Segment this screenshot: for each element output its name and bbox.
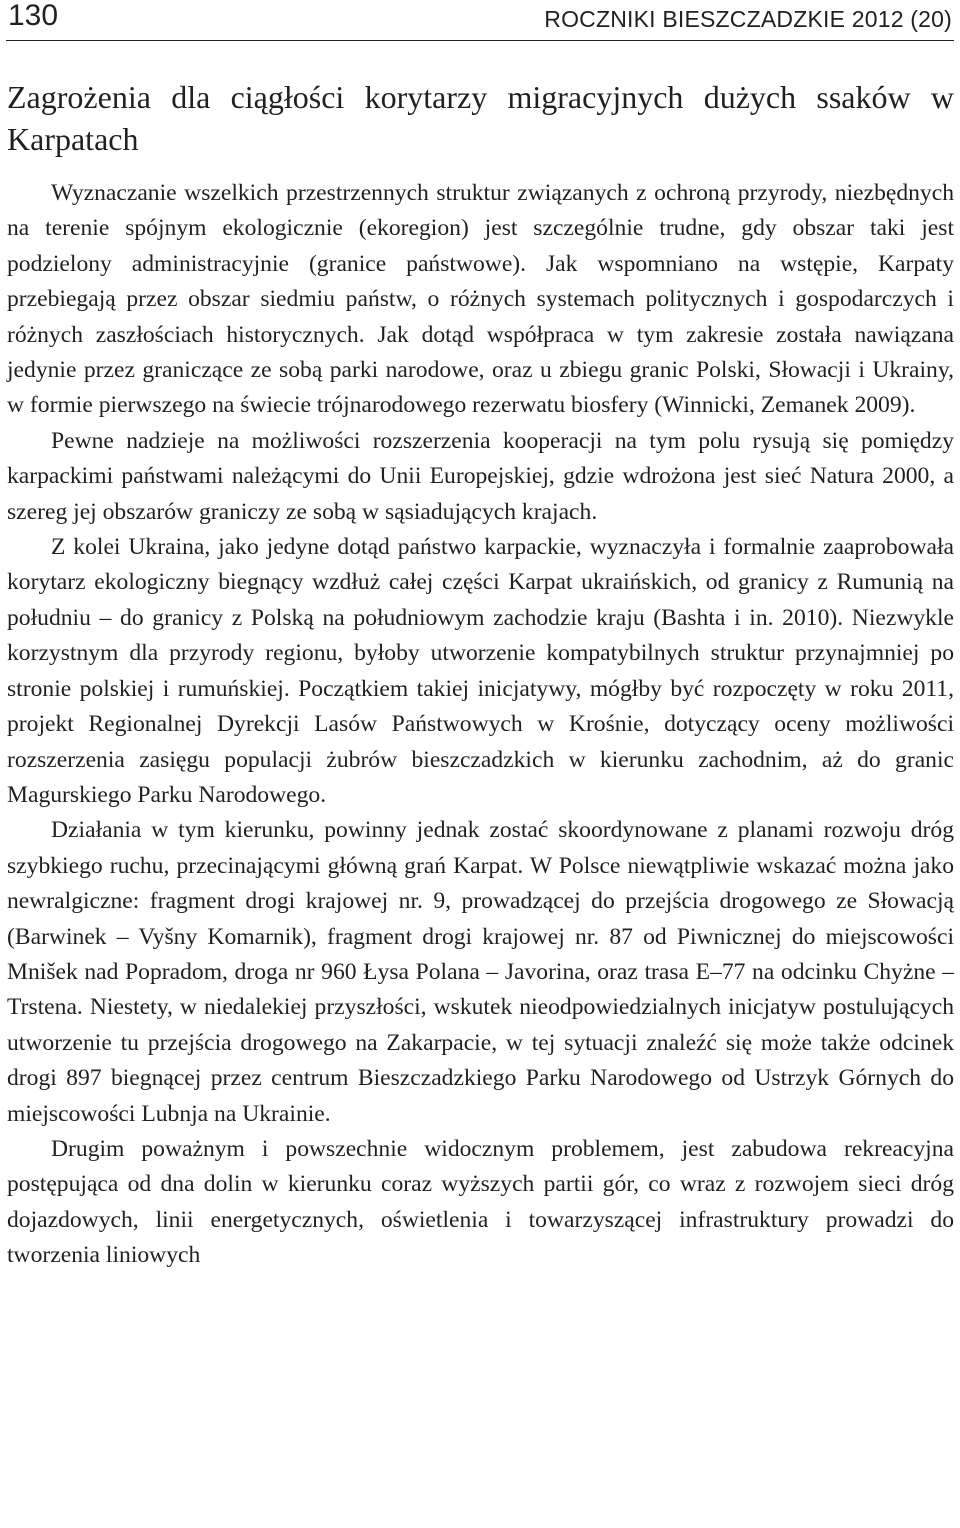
- running-head: ROCZNIKI BIESZCZADZKIE 2012 (20): [544, 6, 952, 32]
- paragraph: Z kolei Ukraina, jako jedyne dotąd państwo karpackie, wyznaczyła i formalnie zaaprobowała korytarz ekologiczny biegnący wzdłuż całej części Karpat ukraińskich, od granicy z Rumunią na południu – do granicy z Polską na południowym zachodzie kraju (Bashta i in. 2010). Niezwykle korzystnym dla przyrody regionu, byłoby utworzenie kompatybilnych struktur przynajmniej po stronie polskiej i rumuńskiej. Początkiem takiej inicjatywy, mógłby być rozpoczęty w roku 2011, projekt Regionalnej Dyrekcji Lasów Państwowych w Krośnie, dotyczący oceny możliwości rozszerzenia zasięgu populacji żubrów bieszczadzkich w kierunku zachodnim, aż do granic Magurskiego Parku Narodowego.: [7, 534, 954, 808]
- body-text: [7, 176, 954, 1274]
- paragraph: Działania w tym kierunku, powinny jednak zostać skoordynowane z planami rozwoju dróg szybkiego ruchu, przecinającymi główną grań Karpat. W Polsce niewątpliwie wskazać można jako newralgiczne: fragment drogi krajowej nr. 9, prowadzącej do przejścia drogowego ze Słowacją (Barwinek – Vyšny Komarnik), fragment drogi krajowej nr. 87 od Piwnicznej do miejscowości Mnišek nad Popradom, droga nr 960 Łysa Polana – Javorina, oraz trasa E–77 na odcinku Chyżne – Trstena. Niestety, w niedalekiej przyszłości, wskutek nieodpowiedzialnych inicjatyw postulujących utworzenie tu przejścia drogowego na Zakarpacie, w tej sytuacji znaleźć się może także odcinek drogi 897 biegnącej przez centrum Bieszczadzkiego Parku Narodowego od Ustrzyk Górnych do miejscowości Lubnja na Ukrainie.: [7, 817, 954, 1127]
- section-title: Zagrożenia dla ciągłości korytarzy migracyjnych dużych ssaków w Karpatach: [7, 79, 954, 157]
- paragraph: Wyznaczanie wszelkich przestrzennych struktur związanych z ochroną przyrody, niezbędnych na terenie spójnym ekologicznie (ekoregion) jest szczególnie trudne, gdy obszar taki jest podzielony administracyjnie (granice państwowe). Jak wspomniano na wstępie, Karpaty przebiegają przez obszar siedmiu państw, o różnych systemach politycznych i gospodarczych i różnych zaszłościach historycznych. Jak dotąd współpraca w tym zakresie została nawiązana jedynie przez graniczące ze sobą parki narodowe, oraz u zbiegu granic Polski, Słowacji i Ukrainy, w formie pierwszego na świecie trójnarodowego rezerwatu biosfery (Winnicki, Zemanek 2009).: [7, 180, 954, 419]
- page-number: 130: [8, 0, 59, 32]
- page-header: [6, 0, 954, 41]
- paragraph: Drugim poważnym i powszechnie widocznym problemem, jest zabudowa rekreacyjna postępująca od dna dolin w kierunku coraz wyższych partii gór, co wraz z rozwojem sieci dróg dojazdowych, linii energetycznych, oświetlenia i towarzyszącej infrastruktury prowadzi do tworzenia liniowych: [7, 1135, 954, 1269]
- paragraph: Pewne nadzieje na możliwości rozszerzenia kooperacji na tym polu rysują się pomiędzy karpackimi państwami należącymi do Unii Europejskiej, gdzie wdrożona jest sieć Natura 2000, a szereg jej obszarów graniczy ze sobą w sąsiadujących krajach.: [7, 427, 954, 525]
